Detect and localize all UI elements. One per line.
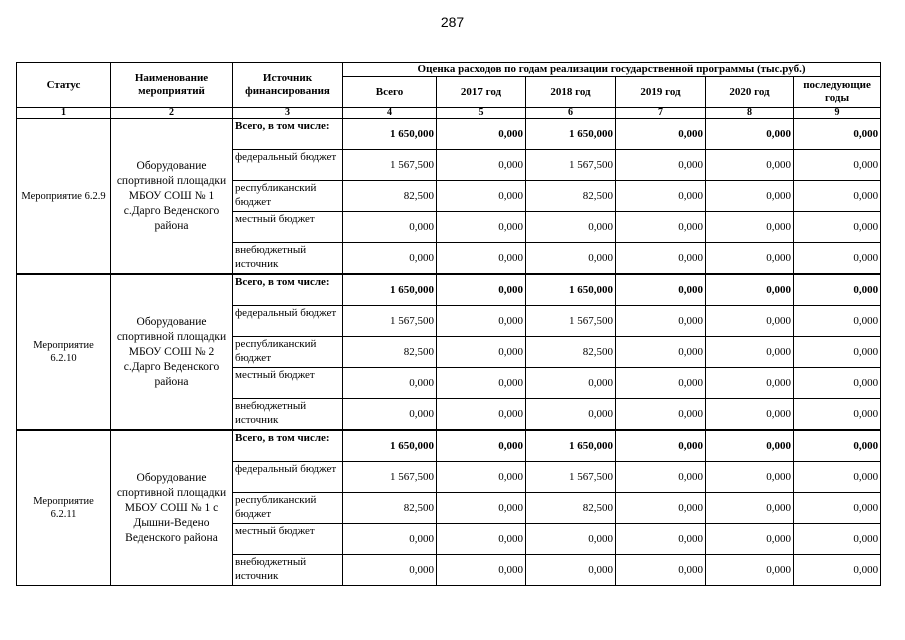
value-2018: 82,500 [526,493,616,524]
total-value: 1 650,000 [343,119,437,150]
total-value: 0,000 [343,243,437,275]
value-2019: 0,000 [616,212,706,243]
later-value: 0,000 [794,243,881,275]
header-status: Статус [17,63,111,108]
table-row-total [17,430,881,462]
event-status: Мероприятие 6.2.11 [17,430,111,586]
value-2020: 0,000 [706,493,794,524]
total-value: 82,500 [343,337,437,368]
funding-source: Всего, в том числе: [233,119,343,150]
value-2017: 0,000 [437,368,526,399]
total-value: 0,000 [343,524,437,555]
value-2017: 0,000 [437,181,526,212]
value-2019: 0,000 [616,368,706,399]
value-2018: 0,000 [526,555,616,586]
header-2019: 2019 год [616,77,706,108]
page-number: 287 [440,14,465,30]
later-value: 0,000 [794,212,881,243]
value-2017: 0,000 [437,462,526,493]
total-value: 82,500 [343,493,437,524]
value-2017: 0,000 [437,119,526,150]
total-value: 1 567,500 [343,306,437,337]
later-value: 0,000 [794,524,881,555]
value-2019: 0,000 [616,337,706,368]
value-2020: 0,000 [706,181,794,212]
value-2020: 0,000 [706,150,794,181]
value-2017: 0,000 [437,493,526,524]
later-value: 0,000 [794,493,881,524]
column-number: 2 [111,108,233,119]
column-number: 7 [616,108,706,119]
value-2020: 0,000 [706,399,794,431]
value-2019: 0,000 [616,243,706,275]
funding-source: внебюджетный источник [233,555,343,586]
value-2019: 0,000 [616,430,706,462]
funding-source: республиканский бюджет [233,493,343,524]
header-total: Всего [343,77,437,108]
total-value: 1 567,500 [343,150,437,181]
value-2020: 0,000 [706,306,794,337]
column-number: 5 [437,108,526,119]
event-status: Мероприятие 6.2.9 [17,119,111,275]
funding-source: Всего, в том числе: [233,274,343,306]
value-2020: 0,000 [706,462,794,493]
later-value: 0,000 [794,119,881,150]
value-2019: 0,000 [616,555,706,586]
value-2018: 0,000 [526,243,616,275]
value-2019: 0,000 [616,181,706,212]
value-2020: 0,000 [706,212,794,243]
table-row-total [17,274,881,306]
event-status: Мероприятие 6.2.10 [17,274,111,430]
value-2020: 0,000 [706,368,794,399]
funding-source: республиканский бюджет [233,181,343,212]
value-2018: 82,500 [526,181,616,212]
value-2017: 0,000 [437,399,526,431]
later-value: 0,000 [794,150,881,181]
total-value: 1 650,000 [343,430,437,462]
value-2018: 1 567,500 [526,150,616,181]
header-source: Источник финансирования [233,63,343,108]
total-value: 0,000 [343,399,437,431]
value-2019: 0,000 [616,524,706,555]
header-2018: 2018 год [526,77,616,108]
column-number: 1 [17,108,111,119]
total-value: 0,000 [343,368,437,399]
value-2019: 0,000 [616,399,706,431]
column-number: 3 [233,108,343,119]
later-value: 0,000 [794,462,881,493]
value-2018: 0,000 [526,212,616,243]
value-2017: 0,000 [437,212,526,243]
later-value: 0,000 [794,555,881,586]
column-number: 4 [343,108,437,119]
value-2018: 1 567,500 [526,462,616,493]
value-2019: 0,000 [616,274,706,306]
later-value: 0,000 [794,399,881,431]
header-later: последующие годы [794,77,881,108]
funding-source: Всего, в том числе: [233,430,343,462]
value-2020: 0,000 [706,337,794,368]
column-number: 6 [526,108,616,119]
value-2018: 0,000 [526,524,616,555]
column-number: 8 [706,108,794,119]
total-value: 1 567,500 [343,462,437,493]
funding-source: федеральный бюджет [233,462,343,493]
value-2018: 1 650,000 [526,430,616,462]
header-2017: 2017 год [437,77,526,108]
funding-source: местный бюджет [233,368,343,399]
column-number: 9 [794,108,881,119]
value-2017: 0,000 [437,306,526,337]
value-2018: 1 650,000 [526,274,616,306]
event-name: Оборудование спортивной площадки МБОУ СОШ № 1 с.Дарго Веденского района [111,119,233,275]
header-estimate: Оценка расходов по годам реализации государственной программы (тыс.руб.) [343,63,881,77]
value-2020: 0,000 [706,524,794,555]
later-value: 0,000 [794,306,881,337]
total-value: 82,500 [343,181,437,212]
funding-source: местный бюджет [233,524,343,555]
value-2020: 0,000 [706,119,794,150]
funding-source: местный бюджет [233,212,343,243]
funding-source: внебюджетный источник [233,399,343,431]
value-2020: 0,000 [706,243,794,275]
value-2017: 0,000 [437,150,526,181]
funding-source: федеральный бюджет [233,306,343,337]
value-2020: 0,000 [706,274,794,306]
value-2019: 0,000 [616,150,706,181]
value-2018: 82,500 [526,337,616,368]
value-2017: 0,000 [437,430,526,462]
value-2017: 0,000 [437,524,526,555]
budget-table [16,62,881,586]
later-value: 0,000 [794,368,881,399]
value-2020: 0,000 [706,430,794,462]
total-value: 1 650,000 [343,274,437,306]
value-2018: 1 567,500 [526,306,616,337]
funding-source: республиканский бюджет [233,337,343,368]
later-value: 0,000 [794,181,881,212]
value-2017: 0,000 [437,274,526,306]
value-2017: 0,000 [437,555,526,586]
event-name: Оборудование спортивной площадки МБОУ СОШ № 2 с.Дарго Веденского района [111,274,233,430]
header-2020: 2020 год [706,77,794,108]
later-value: 0,000 [794,430,881,462]
value-2018: 1 650,000 [526,119,616,150]
value-2019: 0,000 [616,119,706,150]
table-body [17,119,881,586]
column-number-row [17,108,881,119]
later-value: 0,000 [794,337,881,368]
later-value: 0,000 [794,274,881,306]
event-name: Оборудование спортивной площадки МБОУ СОШ № 1 с Дышни-Ведено Веденского района [111,430,233,586]
header-name: Наименование мероприятий [111,63,233,108]
value-2019: 0,000 [616,462,706,493]
value-2017: 0,000 [437,337,526,368]
funding-source: федеральный бюджет [233,150,343,181]
total-value: 0,000 [343,212,437,243]
value-2017: 0,000 [437,243,526,275]
table-header [17,63,881,119]
funding-source: внебюджетный источник [233,243,343,275]
value-2019: 0,000 [616,306,706,337]
value-2020: 0,000 [706,555,794,586]
value-2018: 0,000 [526,368,616,399]
value-2019: 0,000 [616,493,706,524]
table-row-total [17,119,881,150]
total-value: 0,000 [343,555,437,586]
value-2018: 0,000 [526,399,616,431]
